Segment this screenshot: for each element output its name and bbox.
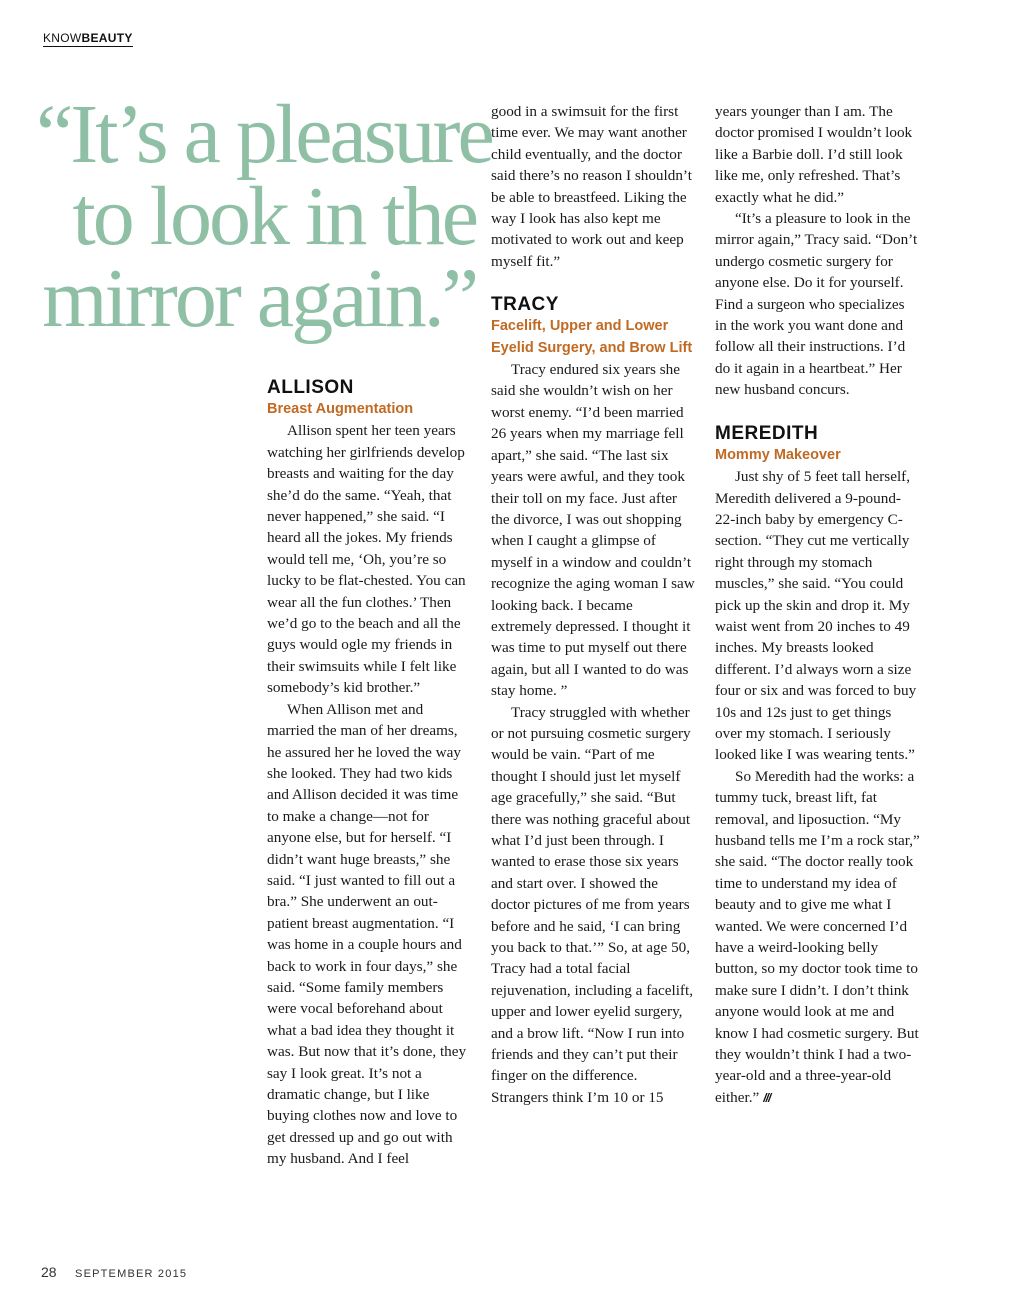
body-paragraph-final (715, 766, 920, 1110)
pull-quote-line: to look in the (72, 170, 476, 263)
final-paragraph-text: So Meredith had the works: a tummy tuck, breast lift, fat removal, and liposuction. “My husband tells me I’m a rock star,” she said. “The doctor really took time to understand my idea of beauty and to give me what I wanted. We were concerned I’d have a weird-looking belly button, so my doctor took time to make sure I didn’t. I don’t think anyone would look at me and know I had cosmetic surgery. But they wouldn’t think I had a two-year-old and a three-year-old either.” (715, 767, 920, 1106)
section-label (43, 31, 133, 47)
pull-quote (36, 88, 492, 345)
body-paragraph: Tracy struggled with whether or not pursuing cosmetic surgery would be vain. “Part of me thought I should just let myself age gracefully,” she said. “But there was nothing graceful about what I’d just been through. I wanted to erase those six years and start over. I showed the doctor pictures of me from years before and he said, ‘I can bring you back to that.’” So, at age 50, Tracy had a total facial rejuvenation, including a facelift, upper and lower eyelid surgery, and a brow lift. “Now I run into friends and they can’t put their finger on the difference. Strangers think I’m 10 or 15 (491, 703, 693, 1106)
issue-date: SEPTEMBER 2015 (75, 1268, 188, 1280)
profile-name-allison: ALLISON (267, 377, 354, 398)
body-paragraph-continued: years younger than I am. The doctor promised I wouldn’t look like a Barbie doll. I’d still look like me, only refreshed. That’s exactly what he did.” (715, 103, 913, 206)
body-paragraph: “It’s a pleasure to look in the mirror again,” Tracy said. “Don’t undergo cosmetic surgery for anyone else. Do it for yourself. Find a surgeon who specializes in the work you want done and follow all their instructions. I’d do it again in a heartbeat.” Her new husband concurs. (715, 210, 918, 399)
article-column-1 (267, 377, 472, 1170)
body-paragraph-continued: good in a swimsuit for the first time ever. We may want another child eventually, and the doctor said there’s no reason I shouldn’t be able to breastfeed. Liking the way I look has also kept me motivated to work out and keep myself fit.” (491, 103, 692, 270)
body-paragraph: Just shy of 5 feet tall herself, Meredith delivered a 9-pound-22-inch baby by emergency C-section. “They cut me vertically right through my stomach muscles,” she said. “You could pick up the skin and drop it. My waist went from 20 inches to 49 inches. My breasts looked different. I’d always worn a size four or six and was forced to buy 10s and 12s just to get things over my stomach. I seriously looked like I was wearing tents.” (715, 468, 917, 764)
page-footer (41, 1264, 187, 1282)
body-paragraph: Allison spent her teen years watching her girlfriends develop breasts and waiting for the day she’d do the same. “Yeah, that never happened,” she said. “I heard all the jokes. My friends would tell me, ‘Oh, you’re so lucky to be flat-chested. You can wear all the fun clothes.’ Then we’d go to the beach and all the guys would ogle my friends in their swimsuits while I felt like somebody’s kid brother.” (267, 422, 466, 697)
profile-name-tracy: TRACY (491, 294, 559, 316)
end-mark-icon: /// (763, 1090, 771, 1105)
profile-name-meredith: MEREDITH (715, 422, 819, 444)
section-label-know: KNOW (43, 31, 82, 45)
pull-quote-line: mirror again.” (42, 252, 476, 345)
pull-quote-line: “It’s a pleasure (36, 88, 492, 181)
procedure-label-allison: Breast Augmentation (267, 401, 414, 417)
page-number: 28 (41, 1264, 57, 1280)
body-paragraph: When Allison met and married the man of her dreams, he assured her he loved the way she looked. They had two kids and Allison decided it was time to make a change—not for anyone else, but for herself. “I didn’t want huge breasts,” she said. “I just wanted to fill out a bra.” She underwent an out-patient breast augmentation. “I was home in a couple hours and back to work in four days,” she said. “Some family members were vocal beforehand about what a bad idea they thought it was. But now that it’s done, they say I look great. It’s not a dramatic change, but I like buying clothes now and love to get dressed up and go out with my husband. And I feel (267, 700, 467, 1168)
body-paragraph: Tracy endured six years she said she wouldn’t wish on her worst enemy. “I’d been married 26 years when my marriage fell apart,” she said. “The last six years were awful, and they took their toll on my face. Just after the divorce, I was out shopping when I caught a glimpse of myself in a window and couldn’t recognize the aging woman I saw looking back. I became extremely depressed. I thought it was time to put myself out there again, but all I wanted to do was stay home. ” (491, 361, 695, 700)
article-column-3 (715, 101, 920, 1109)
section-label-beauty: BEAUTY (81, 31, 133, 45)
procedure-label-tracy: Facelift, Upper and Lower Eyelid Surgery, and Brow Lift (491, 318, 693, 356)
procedure-label-meredith: Mommy Makeover (715, 446, 841, 463)
article-column-2 (491, 101, 696, 1108)
